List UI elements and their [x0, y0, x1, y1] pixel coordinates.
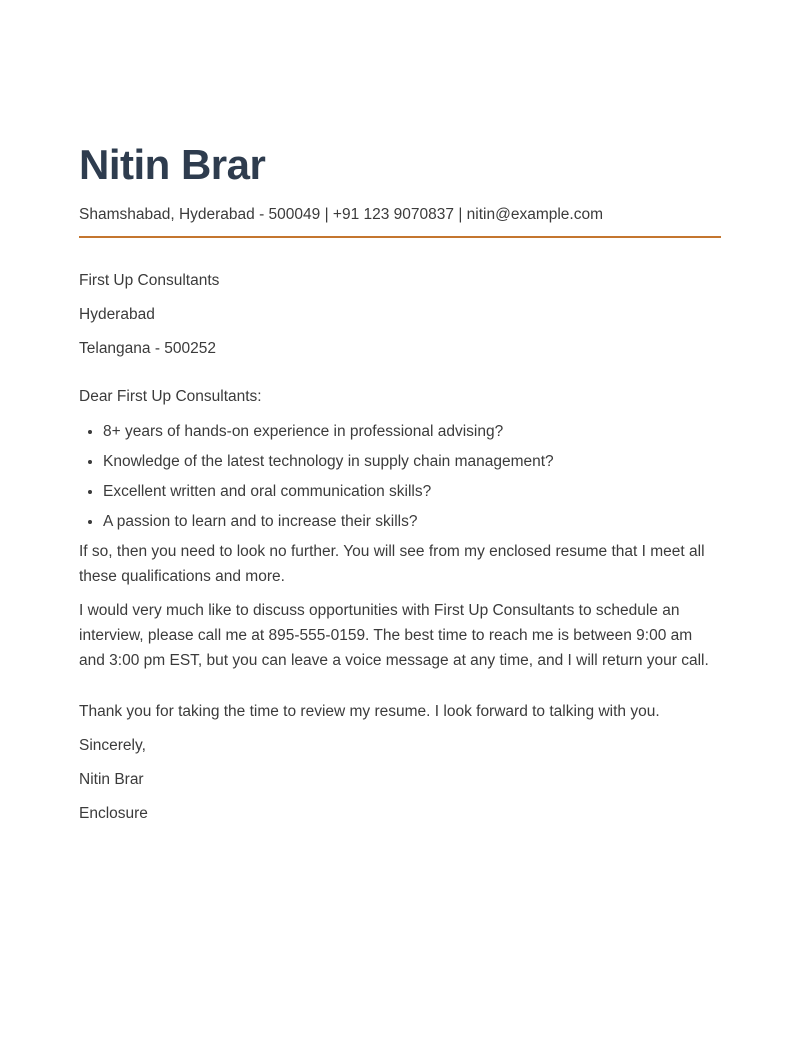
list-item: • Excellent written and oral communication skills?	[103, 479, 721, 504]
list-item: • A passion to learn and to increase their skills?	[103, 509, 721, 534]
list-item: • Knowledge of the latest technology in supply chain management?	[103, 449, 721, 474]
contact-info: Shamshabad, Hyderabad - 500049 | +91 123 9070837 | nitin@example.com	[79, 206, 604, 224]
page-title: Nitin Brar	[79, 141, 266, 188]
paragraph-thanks: Thank you for taking the time to review my resume. I look forward to talking with you.	[79, 703, 660, 721]
closing-signoff: Sincerely,	[79, 737, 146, 755]
paragraph-interview: I would very much like to discuss opportunities with First Up Consultants to schedule an interview, please call me at 895-555-0159. The best time to reach me is between 9:00 am and 3:00 pm EST, but you can leave a voice message at any time, and I will return your call.	[79, 602, 709, 670]
qualification-list	[79, 419, 721, 534]
closing-signature: Nitin Brar	[79, 771, 144, 789]
recipient-city: Hyderabad	[79, 306, 155, 324]
letter-body	[79, 268, 721, 826]
recipient-state-zip: Telangana - 500252	[79, 340, 217, 358]
paragraph-qualifications: If so, then you need to look no further. You will see from my enclosed resume that I meet all these qualifications and more.	[79, 543, 705, 586]
recipient-company: First Up Consultants	[79, 272, 220, 290]
salutation: Dear First Up Consultants:	[79, 388, 262, 406]
list-item: • 8+ years of hands-on experience in professional advising?	[103, 419, 721, 444]
header-divider	[79, 236, 721, 238]
closing-enclosure: Enclosure	[79, 805, 148, 823]
